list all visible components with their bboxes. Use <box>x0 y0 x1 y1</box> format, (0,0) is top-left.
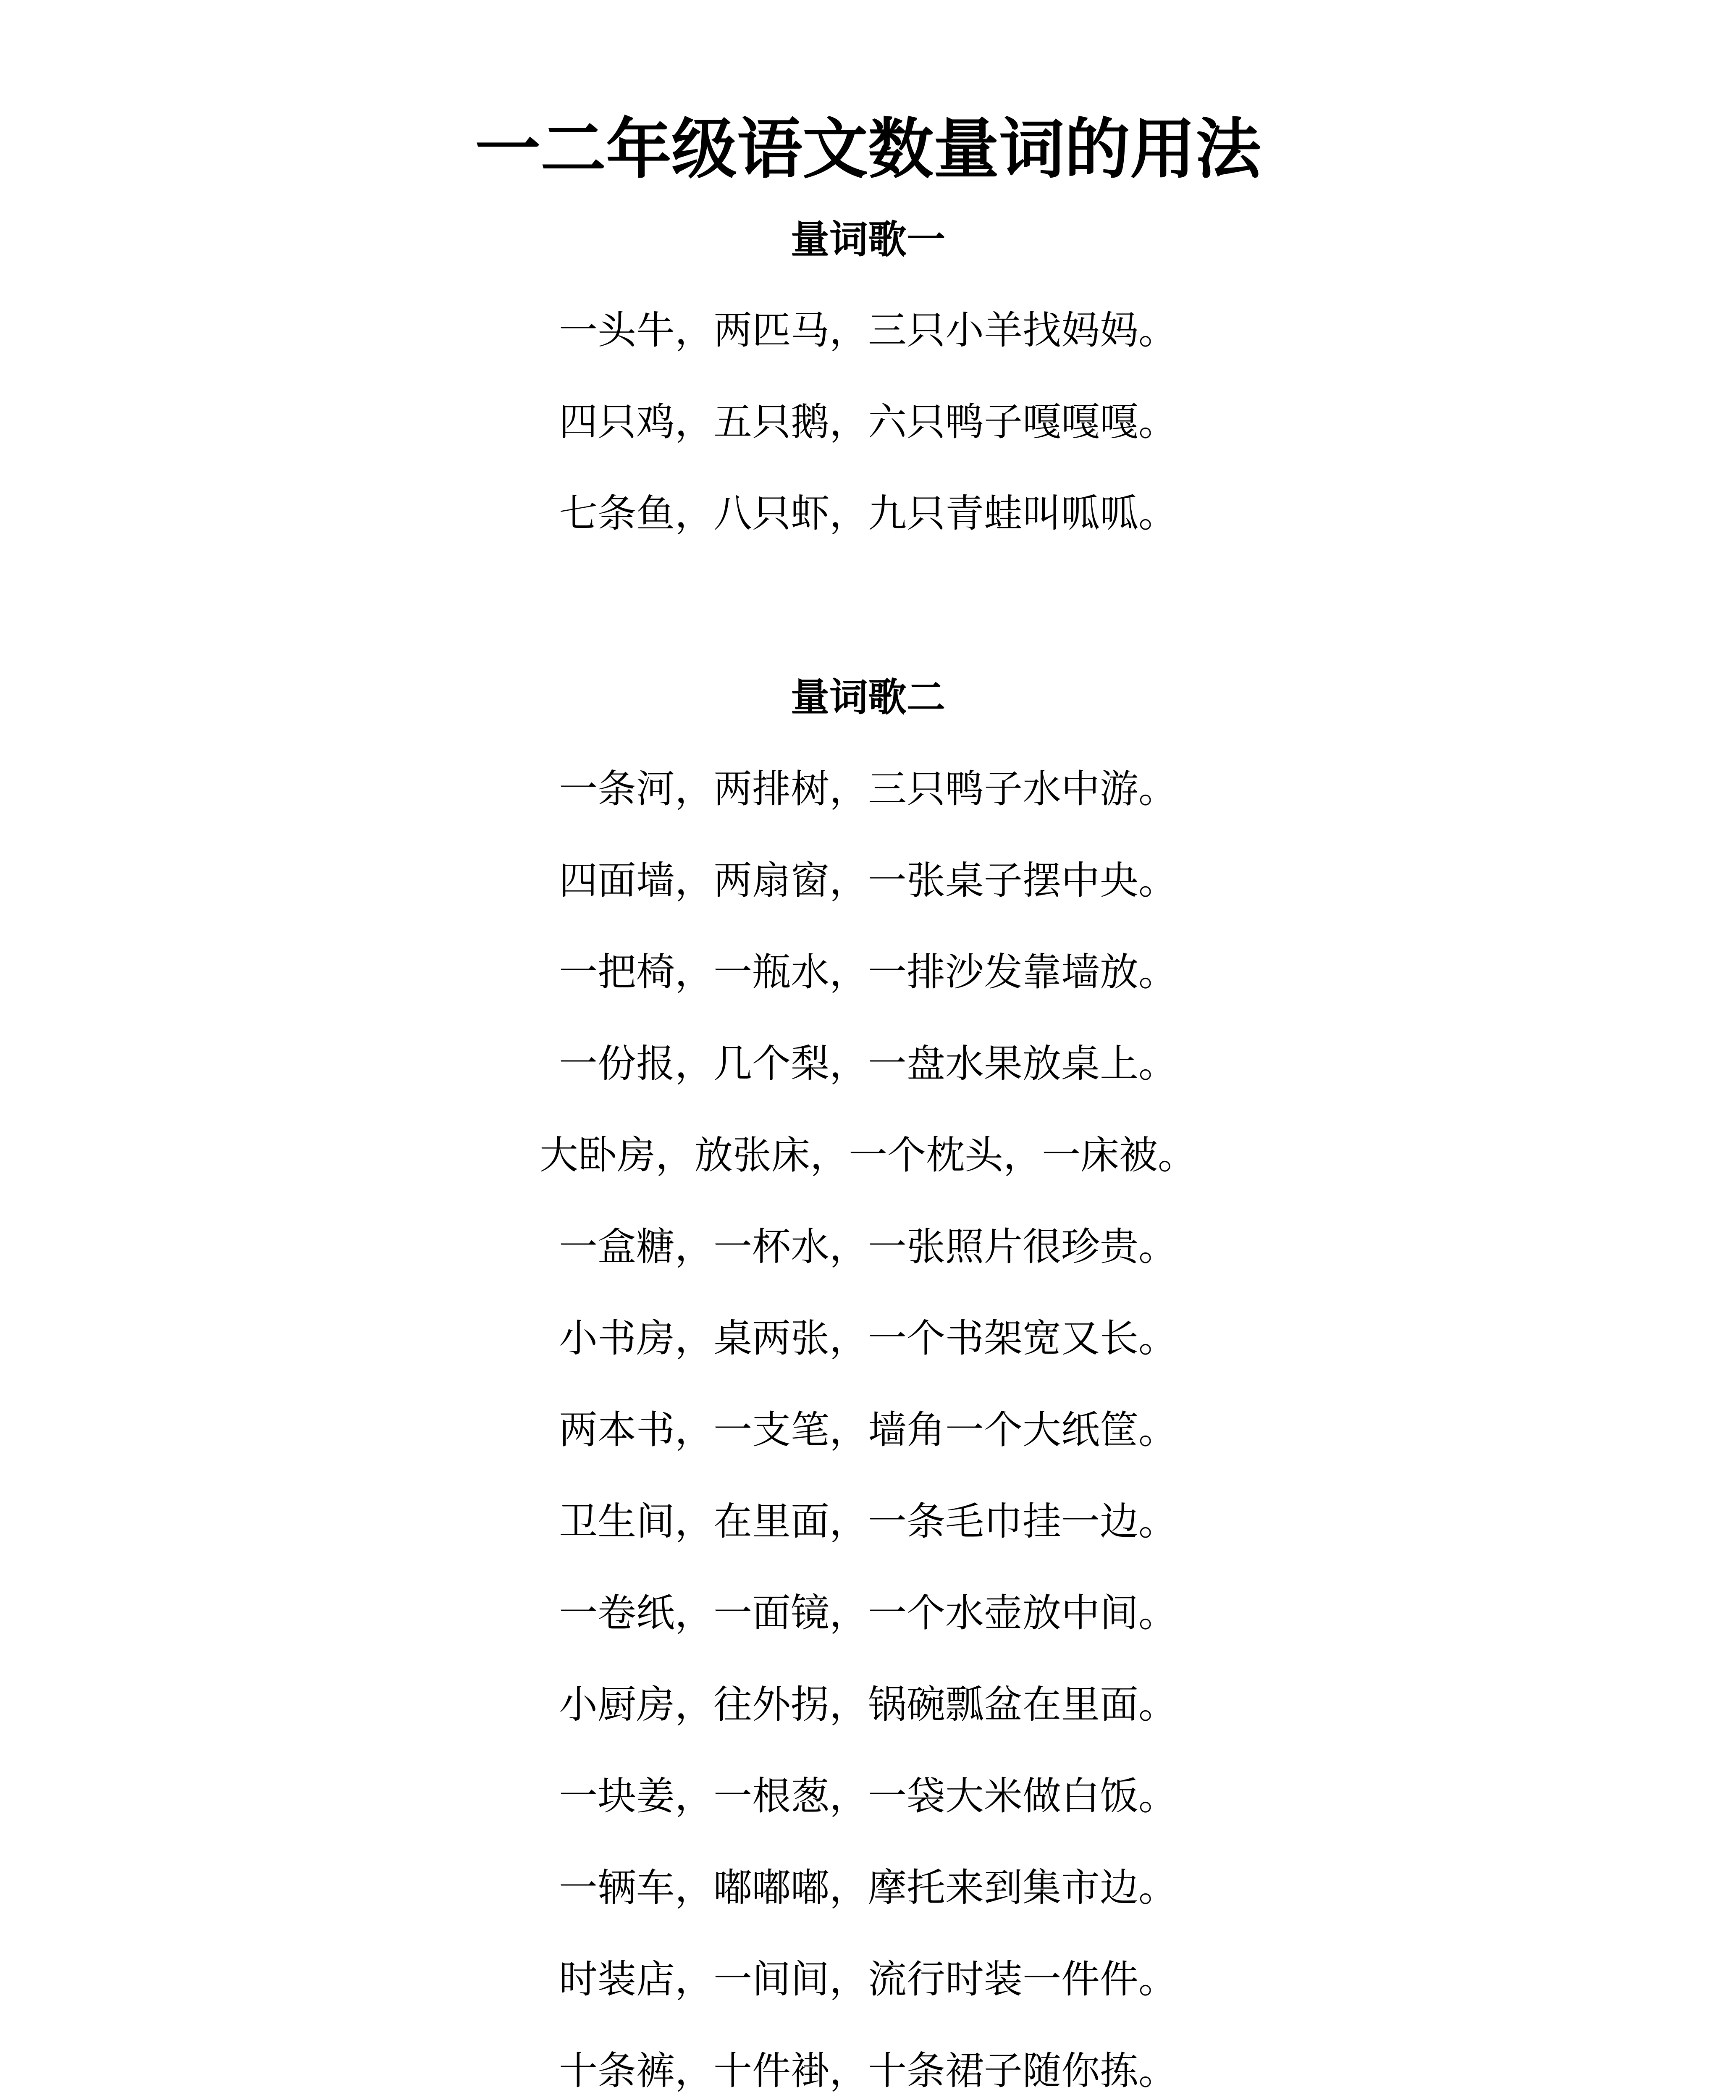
verse-line: 四面墙，两扇窗，一张桌子摆中央。 <box>559 858 1177 903</box>
section-liangci-ge-2 <box>0 668 1736 2100</box>
verse-list <box>0 743 1736 2100</box>
verse-line: 大卧房，放张床，一个枕头，一床被。 <box>539 1133 1196 1178</box>
verse-line: 一卷纸，一面镜，一个水壶放中间。 <box>559 1591 1177 1635</box>
page-title: 一二年级语文数量词的用法 <box>475 111 1261 187</box>
verse-line: 十条裤，十件褂，十条裙子随你拣。 <box>559 2048 1177 2093</box>
verse-line: 一把椅，一瓶水，一排沙发靠墙放。 <box>559 950 1177 995</box>
verse-line: 一条河，两排树，三只鸭子水中游。 <box>559 766 1177 811</box>
verse-line: 小书房，桌两张，一个书架宽又长。 <box>559 1316 1177 1361</box>
verse-line: 七条鱼，八只虾，九只青蛙叫呱呱。 <box>559 491 1177 536</box>
section-title: 量词歌一 <box>790 217 945 262</box>
verse-list <box>0 285 1736 559</box>
verse-line: 四只鸡，五只鹅，六只鸭子嘎嘎嘎。 <box>559 399 1177 444</box>
verse-line: 小厨房，往外拐，锅碗瓢盆在里面。 <box>559 1682 1177 1727</box>
verse-line: 一头牛，两匹马，三只小羊找妈妈。 <box>559 308 1177 353</box>
section-title: 量词歌二 <box>790 675 945 720</box>
verse-line: 时装店，一间间，流行时装一件件。 <box>559 1957 1177 2002</box>
verse-line: 一份报，几个梨，一盘水果放桌上。 <box>559 1041 1177 1086</box>
verse-line: 卫生间，在里面，一条毛巾挂一边。 <box>559 1499 1177 1544</box>
verse-line: 一盒糖，一杯水，一张照片很珍贵。 <box>559 1224 1177 1269</box>
verse-line: 一辆车，嘟嘟嘟，摩托来到集市边。 <box>559 1865 1177 1910</box>
verse-line: 一块姜，一根葱，一袋大米做白饭。 <box>559 1774 1177 1819</box>
verse-line: 两本书，一支笔，墙角一个大纸筐。 <box>559 1407 1177 1452</box>
section-liangci-ge-1 <box>0 210 1736 559</box>
